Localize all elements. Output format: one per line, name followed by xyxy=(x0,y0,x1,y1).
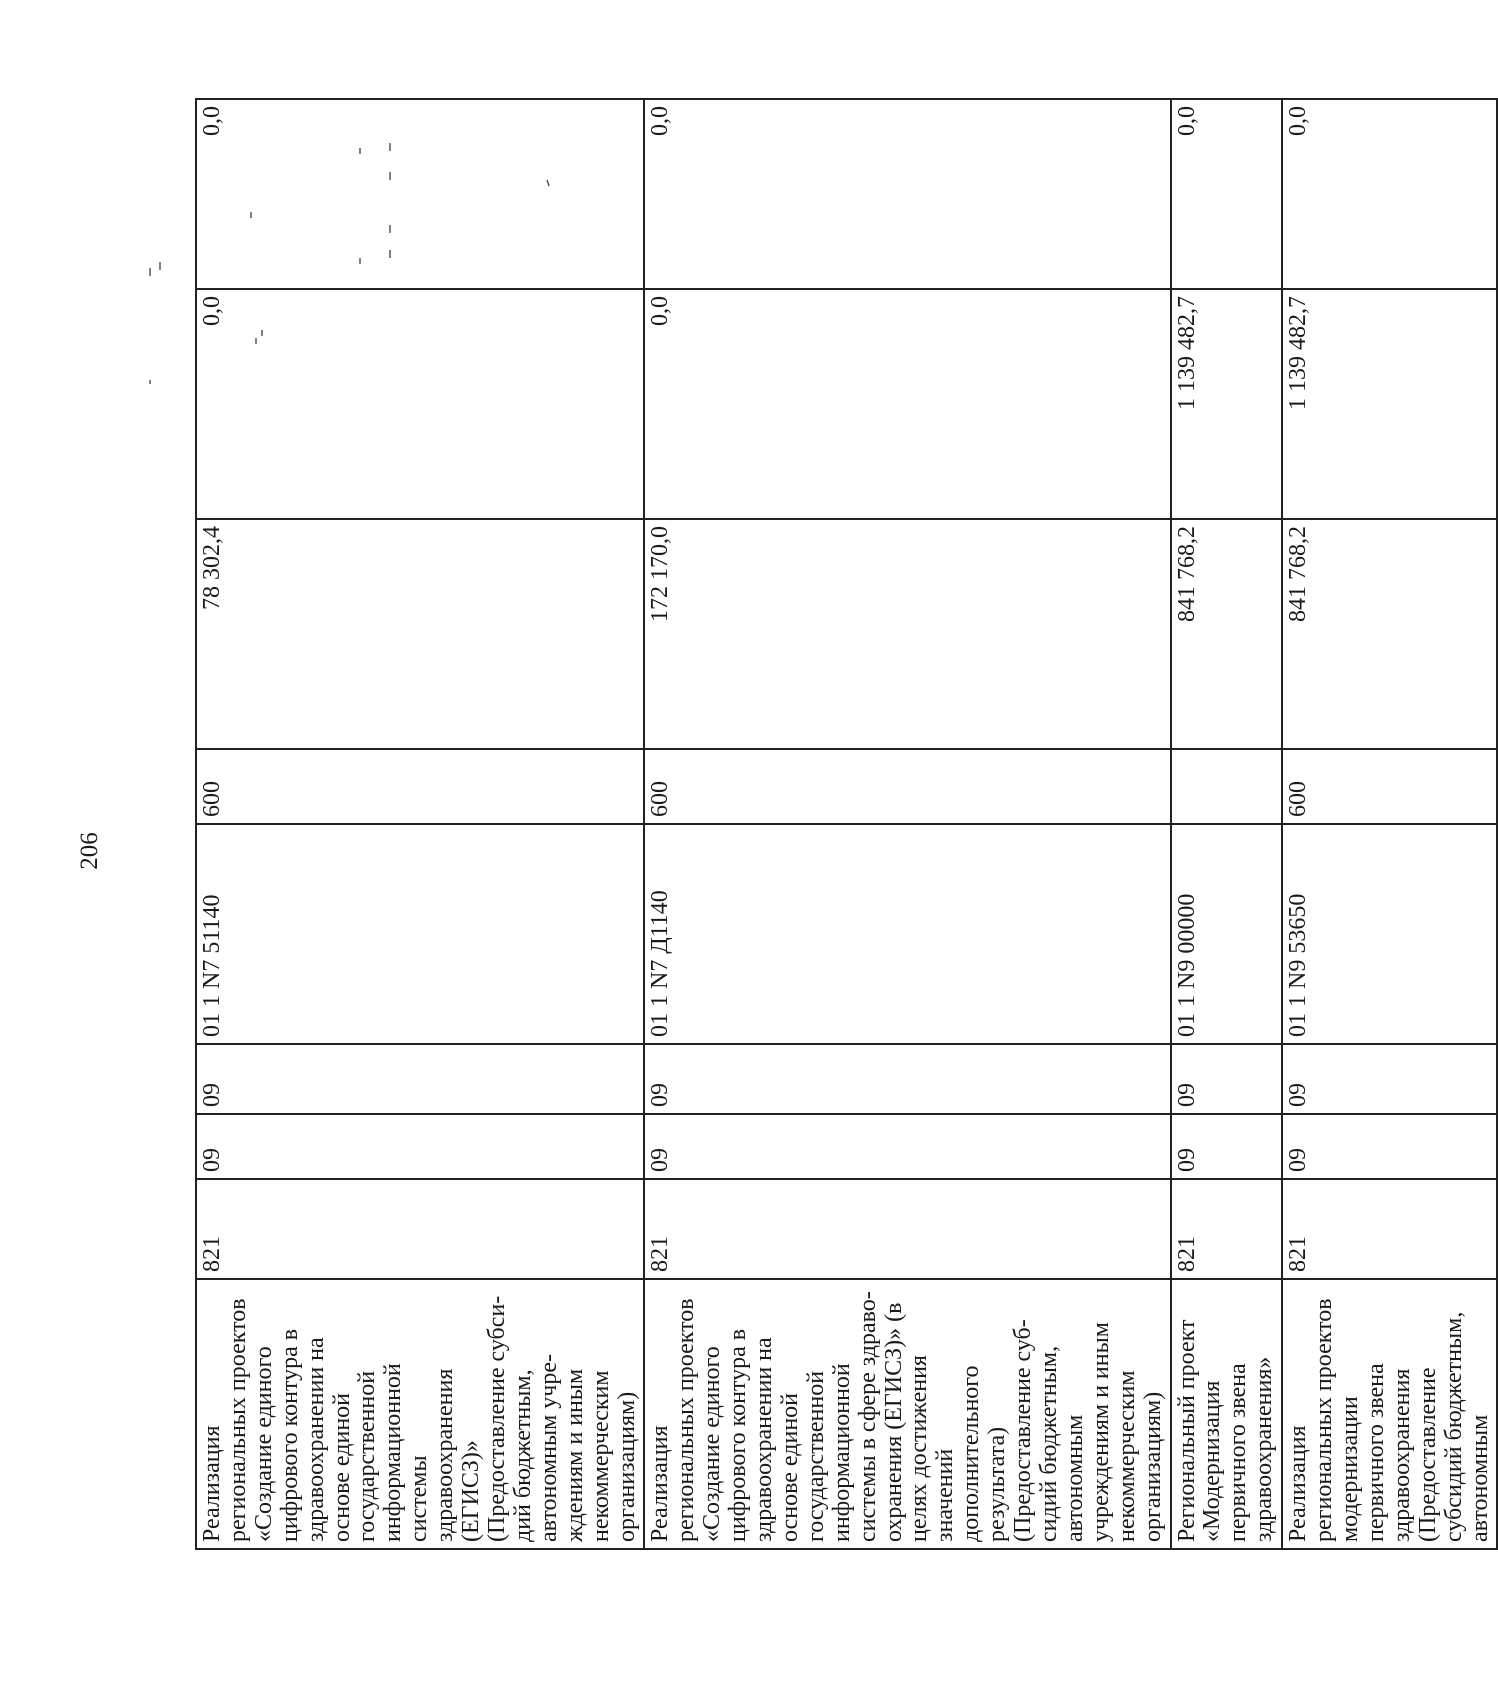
amount-2-cell: 0,0 xyxy=(644,289,1170,519)
target-article-cell: 01 1 N7 51140 xyxy=(196,824,644,1044)
expense-type-cell: 600 xyxy=(196,749,644,824)
amount-1-cell: 172 170,0 xyxy=(644,519,1170,749)
amount-3-cell: 0,0 xyxy=(1282,99,1497,289)
amount-3-cell: 0,0 xyxy=(196,99,644,289)
table-row xyxy=(196,99,644,1549)
section-cell: 09 xyxy=(196,1114,644,1179)
expense-type-cell xyxy=(1171,749,1283,824)
section-cell: 09 xyxy=(1282,1114,1497,1179)
section-cell: 09 xyxy=(1171,1114,1283,1179)
ministry-code-cell: 821 xyxy=(196,1179,644,1279)
ministry-code-cell: 821 xyxy=(1282,1179,1497,1279)
table-row xyxy=(644,99,1170,1549)
description-cell: Реализация региональных проектов «Создание единого цифрового контура в здравоохранении на основе единой государственной информационной системы здравоохранения (ЕГИСЗ)» (Предоставление субсидий бюджетным, автономным учреждениям и иным некоммерческим организациям) xyxy=(196,1279,644,1549)
amount-1-cell: 78 302,4 xyxy=(196,519,644,749)
amount-2-cell: 0,0 xyxy=(196,289,644,519)
amount-1-cell: 841 768,2 xyxy=(1282,519,1497,749)
amount-2-cell: 1 139 482,7 xyxy=(1282,289,1497,519)
expense-type-cell: 600 xyxy=(1282,749,1497,824)
description-cell: Региональный проект «Модернизация первичного звена здравоохранения» xyxy=(1171,1279,1283,1549)
amount-3-cell: 0,0 xyxy=(644,99,1170,289)
subsection-cell: 09 xyxy=(1282,1044,1497,1114)
description-cell: Реализация региональных проектов модернизации первичного звена здравоохранения (Предоставление субсидий бюджетным, автономным xyxy=(1282,1279,1497,1549)
ministry-code-cell: 821 xyxy=(1171,1179,1283,1279)
table-row xyxy=(1282,99,1497,1549)
expense-type-cell: 600 xyxy=(644,749,1170,824)
ministry-code-cell: 821 xyxy=(644,1179,1170,1279)
budget-table xyxy=(195,98,1498,1550)
rotated-page-content xyxy=(195,100,1493,1550)
description-cell: Реализация региональных проектов «Создание единого цифрового контура в здравоохранении на основе единой государственной информационной системы в сфере здравоохранения (ЕГИСЗ)» (в целях достижения значений дополнительного результата) (Предоставление субсидий бюджетным, автономным учреждениям и иным некоммерческим организациям) xyxy=(644,1279,1170,1549)
subsection-cell: 09 xyxy=(196,1044,644,1114)
section-cell: 09 xyxy=(644,1114,1170,1179)
subsection-cell: 09 xyxy=(644,1044,1170,1114)
target-article-cell: 01 1 N9 00000 xyxy=(1171,824,1283,1044)
target-article-cell: 01 1 N9 53650 xyxy=(1282,824,1497,1044)
table-row xyxy=(1171,99,1283,1549)
amount-3-cell: 0,0 xyxy=(1171,99,1283,289)
amount-1-cell: 841 768,2 xyxy=(1171,519,1283,749)
amount-2-cell: 1 139 482,7 xyxy=(1171,289,1283,519)
target-article-cell: 01 1 N7 Д1140 xyxy=(644,824,1170,1044)
subsection-cell: 09 xyxy=(1171,1044,1283,1114)
page-number: 206 xyxy=(76,832,103,870)
